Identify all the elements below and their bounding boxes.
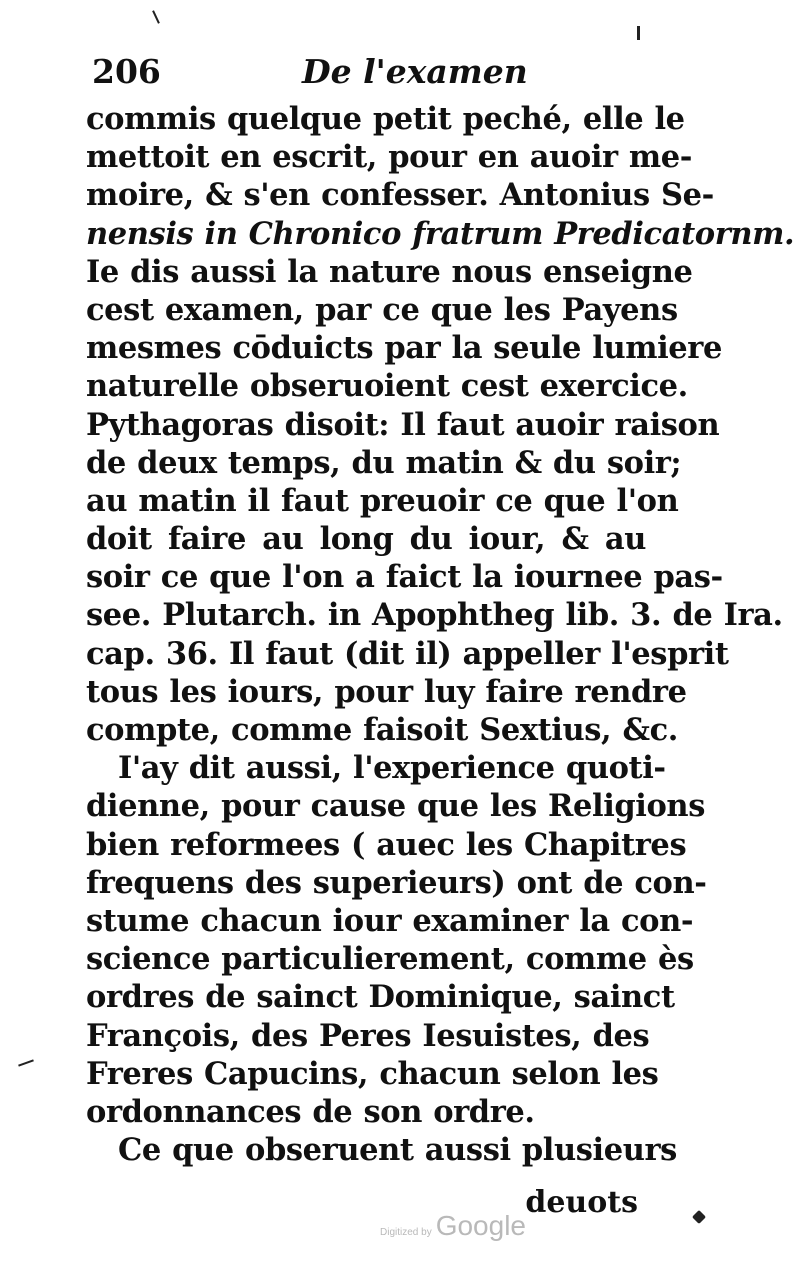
text-line: nensis in Chronico fratrum Predicatornm. [86,215,794,252]
text-line: stume chacun iour examiner la con- [86,902,694,939]
running-head: De l'examen [302,52,528,91]
text-line: de deux temps, du matin & du soir; [86,444,682,481]
scan-artifact [637,26,640,40]
text-line: tous les iours, pour luy faire rendre [86,673,687,710]
text-line: moire, & s'en confesser. Antonius Se- [86,177,714,214]
text-line: frequens des superieurs) ont de con- [86,864,707,901]
text-line: cest examen, par ce que les Payens [86,291,678,328]
text-line: compte, comme faisoit Sextius, &c. [86,712,679,748]
text-line: dienne, pour cause que les Religions [86,788,705,825]
body-text [86,100,794,1169]
text-line: Ie dis aussi la nature nous enseigne [86,253,693,290]
text-line: Pythagoras disoit: Il faut auoir raison [86,406,720,443]
text-line: see. Plutarch. in Apophtheg lib. 3. de Ira. [86,597,783,634]
scan-artifact [692,1210,706,1224]
text-line: ordres de sainct Dominique, sainct [86,979,675,1016]
digitization-watermark [380,1210,526,1242]
catchword: deuots [525,1185,638,1220]
text-line: commis quelque petit peché, elle le [86,101,685,137]
text-line: au matin il faut preuoir ce que l'on [86,482,679,519]
text-line: Freres Capucins, chacun selon les [86,1055,659,1092]
text-line: doit faire au long du iour, & au [86,521,646,558]
page-number: 206 [92,52,161,91]
scan-artifact [18,1059,34,1066]
text-line: naturelle obseruoient cest exercice. [86,368,688,405]
text-line: bien reformees ( auec les Chapitres [86,826,687,863]
scan-artifact [152,10,160,24]
watermark-logo: Google [435,1210,526,1241]
page-header [92,52,652,102]
watermark-prefix: Digitized by [380,1227,432,1238]
text-line: mettoit en escrit, pour en auoir me- [86,139,693,176]
text-line: ordonnances de son ordre. [86,1093,535,1130]
text-line: mesmes cōduicts par la seule lumiere [86,330,722,367]
text-line: science particulierement, comme ès [86,941,694,978]
text-line: soir ce que l'on a faict la iournee pas- [86,559,723,596]
text-line: I'ay dit aussi, l'experience quoti- [118,750,666,787]
text-line: François, des Peres Iesuistes, des [86,1017,650,1054]
text-line: cap. 36. Il faut (dit il) appeller l'esprit [86,635,729,672]
text-line: Ce que obseruent aussi plusieurs [118,1132,677,1169]
